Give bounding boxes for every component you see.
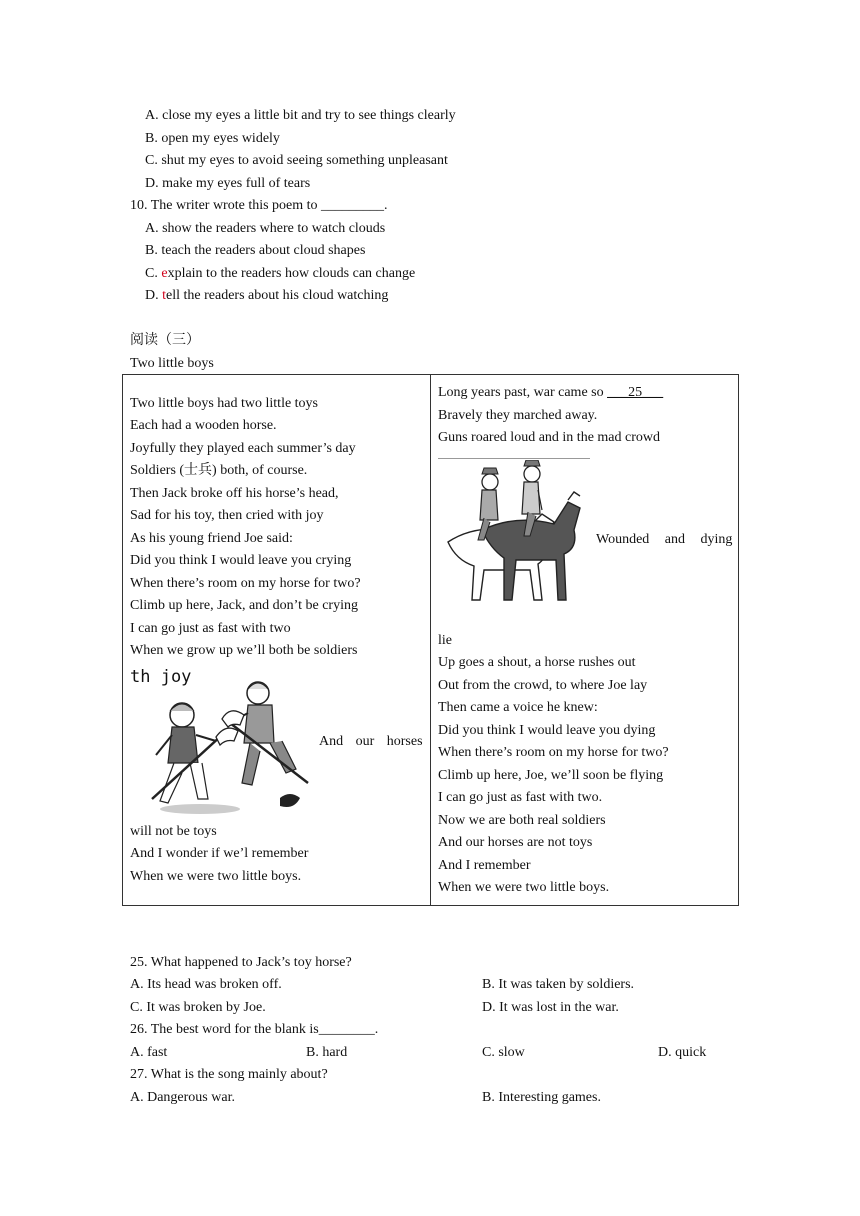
poem-left-line: When we grow up we’ll both be soldiers [130,643,358,658]
poem-right-rule [438,458,590,459]
poem-right-line: Out from the crowd, to where Joe lay [438,678,648,693]
passage-title: Two little boys [130,356,214,371]
poem-left-line: And I wonder if we’l remember [130,846,309,861]
poem-left-line: As his young friend Joe said: [130,531,293,546]
poem-left-line: When there’s room on my horse for two? [130,576,361,591]
soldiers-on-horses-illustration [438,460,586,604]
poem-left-line: will not be toys [130,824,217,839]
section-heading: 阅读（三） [130,333,200,348]
poem-left-line: Two little boys had two little toys [130,396,319,411]
q10-option-d-rest: ell the readers about his cloud watching [166,288,389,303]
poem-left-line: Each had a wooden horse. [130,418,277,433]
q10-option-c-highlight: e [161,266,168,281]
poem-table-divider [430,374,431,905]
blank-25: ___25___ [607,385,664,400]
soldiers-on-horses-drawing [438,460,586,604]
q25-option-c: C. It was broken by Joe. [130,1000,266,1015]
q26-option-b: B. hard [306,1045,348,1060]
boys-hobby-horse-illustration [130,663,312,819]
q10-stem: 10. The writer wrote this poem to _________. [130,198,388,213]
poem-right-line: When there’s room on my horse for two? [438,745,669,760]
q10-option-d-highlight: t [162,288,167,303]
q10-option-b: B. teach the readers about cloud shapes [145,243,366,258]
poem-right-line: Climb up here, Joe, we’ll soon be flying [438,768,664,783]
q26-option-a: A. fast [130,1045,168,1060]
q9-option-b: B. open my eyes widely [145,131,280,146]
boys-hobby-horse-drawing [130,663,312,819]
q25-option-b: B. It was taken by soldiers. [482,977,635,992]
poem-right-line: And our horses are not toys [438,835,593,850]
q10-option-c [145,265,415,283]
poem-right-line: Then came a voice he knew: [438,700,598,715]
poem-left-line: When we were two little boys. [130,869,302,884]
poem-right-line: Up goes a shout, a horse rushes out [438,655,636,670]
q9-option-d: D. make my eyes full of tears [145,176,311,191]
poem-left-line: Did you think I would leave you crying [130,553,352,568]
poem-right-line: Guns roared loud and in the mad crowd [438,430,660,445]
q25-option-a: A. Its head was broken off. [130,977,282,992]
q25-option-d: D. It was lost in the war. [482,1000,619,1015]
q10-option-d-prefix: D. [145,288,163,303]
q10-option-d [145,287,388,305]
poem-right-line: And I remember [438,858,531,873]
q26-stem: 26. The best word for the blank is________. [130,1022,379,1037]
poem-left-line: Soldiers (士兵) both, of course. [130,463,308,478]
q26-option-d: D. quick [658,1045,707,1060]
poem-right-line: lie [438,633,452,648]
q27-stem: 27. What is the song mainly about? [130,1067,328,1082]
q9-option-c: C. shut my eyes to avoid seeing something unpleasant [145,153,448,168]
q10-option-c-rest: xplain to the readers how clouds can change [167,266,416,281]
poem-right-beside-image: Wounded and dying [596,532,733,547]
poem-left-line: I can go just as fast with two [130,621,291,636]
poem-left-line: Then Jack broke off his horse’s head, [130,486,339,501]
poem-left-line: Joyfully they played each summer’s day [130,441,356,456]
q26-option-c: C. slow [482,1045,525,1060]
q10-option-c-prefix: C. [145,266,162,281]
q27-option-a: A. Dangerous war. [130,1090,235,1105]
q27-option-b: B. Interesting games. [482,1090,601,1105]
poem-left-line: Climb up here, Jack, and don’t be crying [130,598,358,613]
poem-right-line: Did you think I would leave you dying [438,723,656,738]
poem-right-line: Bravely they marched away. [438,408,598,423]
poem-right-line: I can go just as fast with two. [438,790,603,805]
poem-right-line-text: Long years past, war came so [438,385,604,400]
illustration-caption: th joy [130,667,192,687]
q10-option-a: A. show the readers where to watch clouds [145,221,386,236]
q25-stem: 25. What happened to Jack’s toy horse? [130,955,352,970]
q9-option-a: A. close my eyes a little bit and try to see things clearly [145,108,456,123]
poem-right-line: Now we are both real soldiers [438,813,606,828]
poem-left-beside-image: And our horses [319,734,423,749]
poem-right-line-with-blank [438,384,663,402]
poem-right-line: When we were two little boys. [438,880,610,895]
poem-left-line: Sad for his toy, then cried with joy [130,508,324,523]
